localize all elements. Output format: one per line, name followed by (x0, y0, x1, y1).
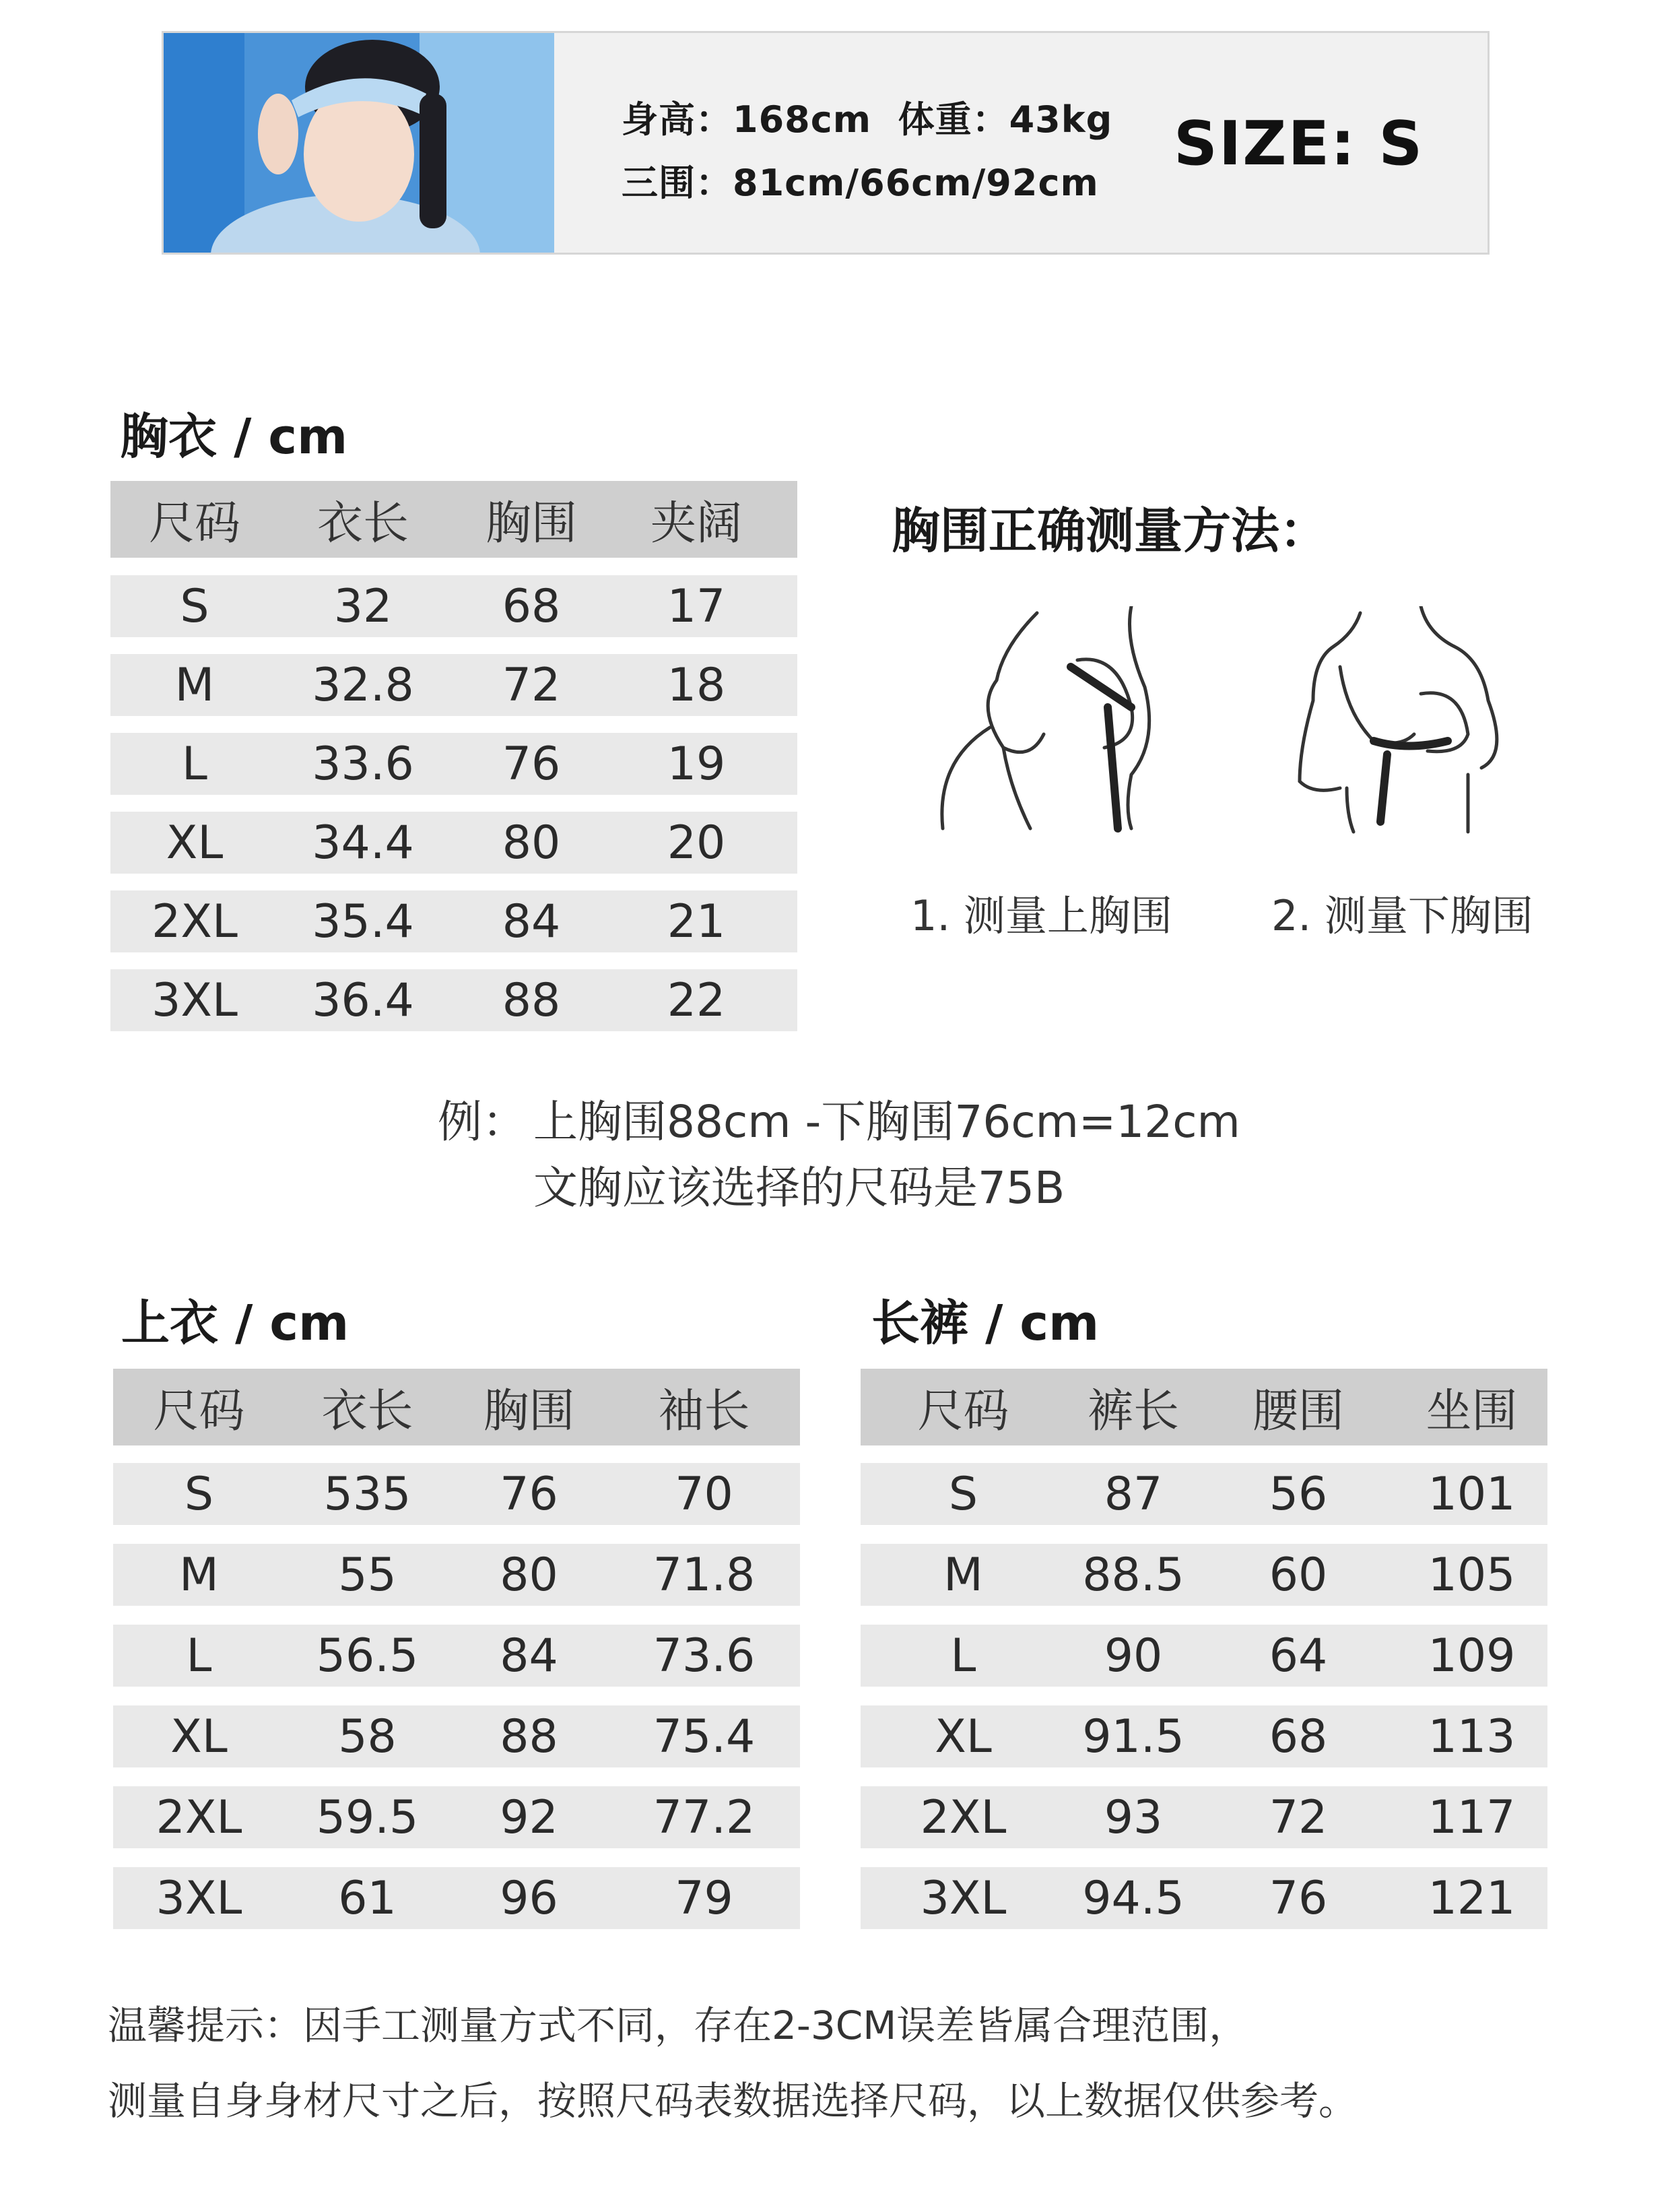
table-cell: 70 (675, 1467, 733, 1521)
top-table-title: 上衣 / cm (121, 1295, 349, 1351)
table-cell: 72 (502, 658, 561, 712)
example-line-2: 文胸应该选择的尺码是75B (533, 1162, 1065, 1214)
table-row (861, 1463, 1547, 1525)
measure-guide-title: 胸围正确测量方法： (892, 502, 1329, 559)
table-cell: 76 (502, 737, 561, 791)
table-cell: 80 (500, 1548, 558, 1602)
table-cell: 88.5 (1082, 1548, 1184, 1602)
caption-under-bust: 2. 测量下胸围 (1271, 891, 1533, 940)
table-row (110, 890, 797, 952)
table-cell: 72 (1269, 1790, 1328, 1844)
table-cell: 32 (333, 579, 393, 633)
table-header-row (861, 1369, 1547, 1445)
table-cell: 92 (500, 1790, 558, 1844)
table-row (113, 1786, 800, 1848)
table-cell: 68 (502, 579, 561, 633)
table-cell: S (184, 1467, 214, 1521)
table-cell: 61 (338, 1871, 397, 1925)
table-cell: 79 (675, 1871, 733, 1925)
table-cell: 33.6 (312, 737, 414, 791)
table-cell: 113 (1428, 1710, 1516, 1763)
table-cell: 76 (1269, 1871, 1328, 1925)
table-row (861, 1625, 1547, 1687)
table-cell: XL (935, 1710, 992, 1763)
table-row (113, 1544, 800, 1606)
example-prefix: 例： (438, 1096, 527, 1148)
bra-table-title: 胸衣 / cm (120, 408, 348, 465)
table-cell: 34.4 (312, 816, 414, 870)
table-cell: L (182, 737, 207, 791)
table-row (113, 1625, 800, 1687)
table-cell: 84 (502, 894, 561, 948)
table-row (113, 1463, 800, 1525)
table-header-row (110, 481, 797, 558)
table-cell: 76 (500, 1467, 558, 1521)
table-cell: 2XL (152, 894, 238, 948)
table-cell: 18 (667, 658, 726, 712)
table-cell: 96 (500, 1871, 558, 1925)
table-row (861, 1867, 1547, 1929)
table-header-cell: 尺码 (148, 496, 240, 550)
table-cell: 90 (1104, 1629, 1163, 1683)
example-line-1: 上胸围88cm -下胸围76cm=12cm (533, 1096, 1240, 1148)
table-header-row (113, 1369, 800, 1445)
table-header-cell: 衣长 (321, 1384, 413, 1438)
table-cell: 32.8 (312, 658, 414, 712)
table-cell: XL (170, 1710, 228, 1763)
table-cell: 91.5 (1082, 1710, 1184, 1763)
table-header-cell: 尺码 (153, 1384, 245, 1438)
table-row (861, 1544, 1547, 1606)
table-header-cell: 裤长 (1087, 1384, 1179, 1438)
table-cell: M (943, 1548, 983, 1602)
table-cell: 60 (1269, 1548, 1328, 1602)
model-measurements: 三围：81cm/66cm/92cm (622, 162, 1099, 204)
model-photo-illustration (164, 33, 554, 253)
model-size-label: SIZE: S (1174, 108, 1424, 179)
table-cell: XL (166, 816, 224, 870)
table-cell: 3XL (920, 1871, 1007, 1925)
under-bust-figure (1286, 606, 1529, 838)
table-cell: 55 (338, 1548, 397, 1602)
table-cell: 73.6 (653, 1629, 756, 1683)
table-row (110, 812, 797, 874)
table-cell: 88 (500, 1710, 558, 1763)
table-cell: 19 (667, 737, 726, 791)
table-header-cell: 夹阔 (650, 496, 742, 550)
note-line-2: 测量自身身材尺寸之后，按照尺码表数据选择尺码，以上数据仅供参考。 (108, 2078, 1358, 2124)
table-cell: 2XL (156, 1790, 242, 1844)
table-cell: 56.5 (316, 1629, 419, 1683)
table-header-cell: 胸围 (483, 1384, 575, 1438)
table-cell: 93 (1104, 1790, 1163, 1844)
table-row (113, 1705, 800, 1767)
table-cell: 58 (338, 1710, 397, 1763)
table-cell: 109 (1428, 1629, 1516, 1683)
model-info-banner (162, 31, 1490, 255)
table-cell: 71.8 (653, 1548, 756, 1602)
table-header-cell: 袖长 (658, 1384, 750, 1438)
caption-upper-bust: 1. 测量上胸围 (910, 891, 1172, 940)
table-header-cell: 胸围 (485, 496, 577, 550)
table-cell: 2XL (920, 1790, 1007, 1844)
table-header-cell: 坐围 (1426, 1384, 1518, 1438)
table-cell: 94.5 (1082, 1871, 1184, 1925)
table-cell: 535 (323, 1467, 411, 1521)
upper-bust-figure (929, 606, 1172, 838)
model-height: 身高：168cm (622, 98, 871, 141)
table-cell: L (950, 1629, 976, 1683)
table-row (110, 733, 797, 795)
table-cell: 36.4 (312, 973, 414, 1027)
table-cell: 3XL (156, 1871, 242, 1925)
model-weight: 体重：43kg (898, 98, 1113, 141)
table-cell: 3XL (152, 973, 238, 1027)
table-header-cell: 衣长 (316, 496, 409, 550)
table-cell: 75.4 (653, 1710, 756, 1763)
table-cell: L (186, 1629, 212, 1683)
table-cell: 121 (1428, 1871, 1516, 1925)
pants-table-title: 长裤 / cm (871, 1295, 1100, 1351)
table-cell: 87 (1104, 1467, 1163, 1521)
table-cell: 35.4 (312, 894, 414, 948)
table-cell: 20 (667, 816, 726, 870)
table-cell: 117 (1428, 1790, 1516, 1844)
table-row (113, 1867, 800, 1929)
table-header-cell: 腰围 (1252, 1384, 1344, 1438)
table-row (110, 969, 797, 1031)
table-header-cell: 尺码 (917, 1384, 1009, 1438)
table-cell: S (948, 1467, 978, 1521)
table-cell: 17 (667, 579, 726, 633)
table-cell: M (174, 658, 215, 712)
table-row (110, 654, 797, 716)
table-cell: 68 (1269, 1710, 1328, 1763)
table-cell: 105 (1428, 1548, 1516, 1602)
table-cell: 59.5 (316, 1790, 419, 1844)
model-photo (164, 33, 554, 253)
table-cell: S (180, 579, 209, 633)
table-row (861, 1786, 1547, 1848)
note-line-1: 温馨提示：因手工测量方式不同，存在2-3CM误差皆属合理范围， (108, 2003, 1248, 2048)
table-cell: 77.2 (653, 1790, 756, 1844)
table-cell: 22 (667, 973, 726, 1027)
table-cell: 84 (500, 1629, 558, 1683)
table-row (110, 575, 797, 637)
table-cell: 21 (667, 894, 726, 948)
table-row (861, 1705, 1547, 1767)
table-cell: 64 (1269, 1629, 1328, 1683)
table-cell: 56 (1269, 1467, 1328, 1521)
table-cell: M (179, 1548, 219, 1602)
table-cell: 80 (502, 816, 561, 870)
table-cell: 101 (1428, 1467, 1516, 1521)
table-cell: 88 (502, 973, 561, 1027)
model-stats-line-1 (622, 91, 1112, 143)
